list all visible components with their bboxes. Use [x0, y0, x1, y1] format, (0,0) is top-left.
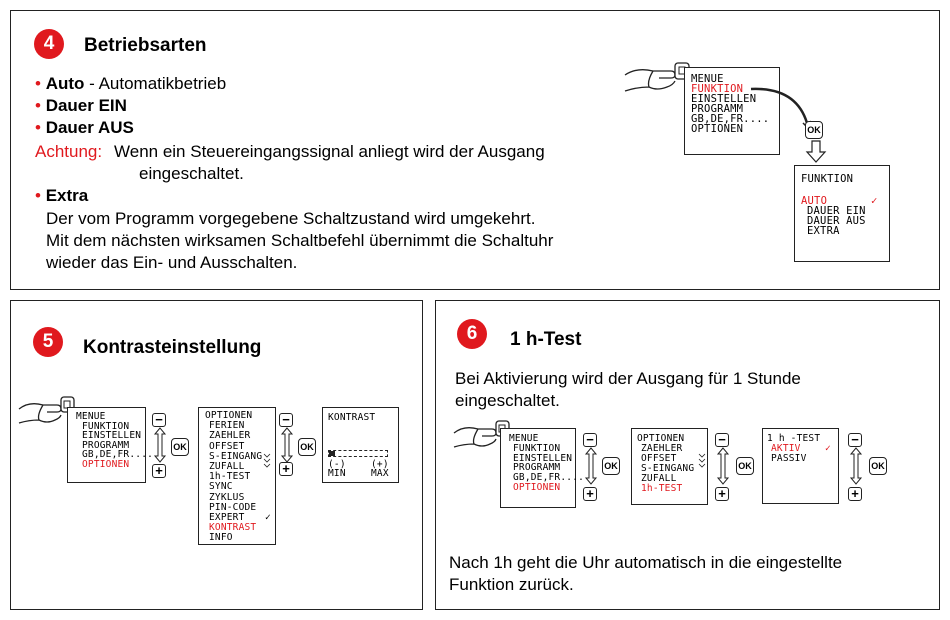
optionen-title: OPTIONEN	[637, 433, 685, 444]
menu-item-selected: OPTIONEN	[82, 458, 130, 470]
section-number-badge: 4	[34, 29, 64, 59]
achtung-line-1: Wenn ein Steuereingangssignal anliegt wird der Ausgang	[114, 142, 545, 161]
optionen-item-selected: 1h-TEST	[641, 483, 683, 494]
scroll-arrows-icon	[282, 428, 292, 462]
funktion-item: DAUER EIN	[807, 205, 866, 217]
minus-key[interactable]: −	[152, 413, 166, 427]
plus-key[interactable]: +	[279, 462, 293, 476]
funktion-item: EXTRA	[807, 225, 840, 237]
optionen-title: OPTIONEN	[205, 410, 253, 421]
menu-item: GB,DE,FR....	[691, 113, 770, 125]
section-kontrasteinstellung	[10, 300, 423, 610]
bullet-marker: •	[35, 118, 41, 137]
footer-line-1: Nach 1h geht die Uhr automatisch in die eingestellte	[449, 553, 843, 572]
section-title: Kontrasteinstellung	[83, 337, 262, 358]
optionen-item: ZUFALL	[641, 473, 677, 484]
optionen-item: EXPERT	[209, 512, 245, 524]
extra-line-2: Mit dem nächsten wirksamen Schaltbefehl übernimmt die Schaltuhr	[46, 231, 554, 250]
bullet-marker: •	[35, 74, 41, 93]
plus-key[interactable]: +	[848, 487, 862, 501]
plus-symbol: (+)	[371, 459, 389, 470]
lcd-funktion	[794, 165, 890, 262]
lcd-optionen	[198, 407, 276, 545]
minus-symbol: (-)	[328, 459, 346, 470]
lcd-1h-test	[762, 428, 839, 504]
scroll-arrows-icon	[718, 448, 728, 484]
menu-item: GB,DE,FR....	[513, 472, 585, 484]
lcd-optionen	[631, 428, 708, 505]
bullet-auto	[35, 73, 226, 95]
min-label: MIN	[328, 468, 346, 479]
optionen-item: S-EINGANG	[209, 450, 263, 462]
ok-key[interactable]: OK	[805, 121, 823, 139]
section-number-badge: 5	[33, 327, 63, 357]
funktion-item-selected: AUTO	[801, 195, 828, 207]
section-betriebsarten	[10, 10, 940, 290]
optionen-item: ZAEHLER	[209, 430, 251, 442]
description-line-1: Bei Aktivierung wird der Ausgang für 1 Stunde	[455, 369, 801, 388]
lcd-menue	[500, 428, 585, 508]
menu-item: PROGRAMM	[513, 462, 561, 474]
description-line-2: eingeschaltet.	[455, 391, 560, 410]
lcd-menue	[67, 407, 154, 483]
minus-key[interactable]: −	[715, 433, 729, 447]
achtung-label: Achtung:	[35, 142, 103, 161]
ok-key[interactable]: OK	[736, 457, 754, 475]
hand-pointer-icon	[623, 57, 693, 101]
max-label: MAX	[371, 468, 389, 479]
section-title: 1 h-Test	[510, 329, 582, 350]
footer-line-2: Funktion zurück.	[449, 575, 574, 594]
menu-item: FUNKTION	[82, 420, 130, 432]
menu-item: MENUE	[691, 73, 724, 85]
bullet-marker: •	[35, 96, 41, 115]
menu-item: GB,DE,FR....	[82, 449, 154, 460]
ok-key[interactable]: OK	[171, 438, 189, 456]
bullet-marker: •	[35, 186, 41, 205]
plus-key[interactable]: +	[715, 487, 729, 501]
bullet-dauer-ein	[35, 95, 127, 117]
menu-item: PROGRAMM	[691, 103, 744, 115]
extra-line-1: Der vom Programm vorgegebene Schaltzustand wird umgekehrt.	[46, 209, 536, 228]
minus-key[interactable]: −	[583, 433, 597, 447]
contrast-level	[329, 451, 335, 456]
test-item: PASSIV	[771, 453, 807, 464]
optionen-item: ZAEHLER	[641, 443, 683, 454]
section-1h-test	[435, 300, 940, 610]
down-arrow-icon	[806, 141, 826, 163]
optionen-item-selected: KONTRAST	[209, 522, 257, 534]
bullet-dauer-aus	[35, 117, 134, 139]
auto-description: - Automatikbetrieb	[84, 74, 227, 93]
optionen-item: OFFSET	[209, 440, 245, 452]
menu-item: EINSTELLEN	[82, 430, 142, 441]
menu-item: FUNKTION	[513, 442, 561, 454]
section-title: Betriebsarten	[84, 35, 207, 56]
optionen-item: SYNC	[209, 481, 233, 493]
optionen-item: INFO	[209, 532, 233, 544]
ok-key[interactable]: OK	[602, 457, 620, 475]
check-icon: ✓	[265, 512, 271, 524]
dauer-ein-label: Dauer EIN	[45, 96, 127, 115]
check-icon: ✓	[871, 195, 878, 207]
achtung-line-2: eingeschaltet.	[139, 164, 244, 183]
menu-item: EINSTELLEN	[691, 93, 757, 105]
optionen-item: FERIEN	[209, 420, 245, 432]
optionen-item: OFFSET	[641, 453, 677, 464]
more-items-icon	[263, 453, 271, 467]
test-title: 1 h -TEST	[767, 433, 821, 444]
menu-item-selected: OPTIONEN	[513, 481, 561, 493]
scroll-arrows-icon	[586, 448, 596, 484]
plus-key[interactable]: +	[583, 487, 597, 501]
ok-key[interactable]: OK	[298, 438, 316, 456]
plus-key[interactable]: +	[152, 464, 166, 478]
menu-item: MENUE	[509, 433, 539, 444]
minus-key[interactable]: −	[848, 433, 862, 447]
section-number-badge: 6	[457, 319, 487, 349]
check-icon: ✓	[825, 443, 831, 454]
dauer-aus-label: Dauer AUS	[45, 118, 134, 137]
menu-item: PROGRAMM	[82, 439, 130, 451]
ok-key[interactable]: OK	[869, 457, 887, 475]
menu-item-selected: FUNKTION	[691, 83, 744, 95]
menu-item: EINSTELLEN	[513, 452, 573, 464]
optionen-item: PIN-CODE	[209, 501, 257, 513]
lcd-kontrast	[322, 407, 399, 483]
contrast-bar	[328, 450, 388, 457]
menu-item: OPTIONEN	[691, 123, 744, 135]
more-items-icon	[698, 453, 706, 467]
bullet-extra	[35, 185, 88, 207]
test-item-selected: AKTIV	[771, 443, 801, 454]
minus-key[interactable]: −	[279, 413, 293, 427]
menu-item: MENUE	[76, 411, 106, 422]
kontrast-title: KONTRAST	[328, 412, 376, 423]
extra-line-3: wieder das Ein- und Ausschalten.	[46, 253, 298, 272]
scroll-arrows-icon	[851, 448, 861, 484]
funktion-item: DAUER AUS	[807, 215, 866, 227]
extra-label: Extra	[45, 186, 89, 205]
optionen-item: ZYKLUS	[209, 491, 245, 503]
funktion-title: FUNKTION	[801, 173, 854, 185]
auto-label: Auto	[45, 74, 85, 93]
optionen-item: 1h-TEST	[209, 471, 251, 483]
scroll-arrows-icon	[155, 428, 165, 462]
optionen-item: ZUFALL	[209, 461, 245, 473]
optionen-item: S-EINGANG	[641, 463, 695, 474]
